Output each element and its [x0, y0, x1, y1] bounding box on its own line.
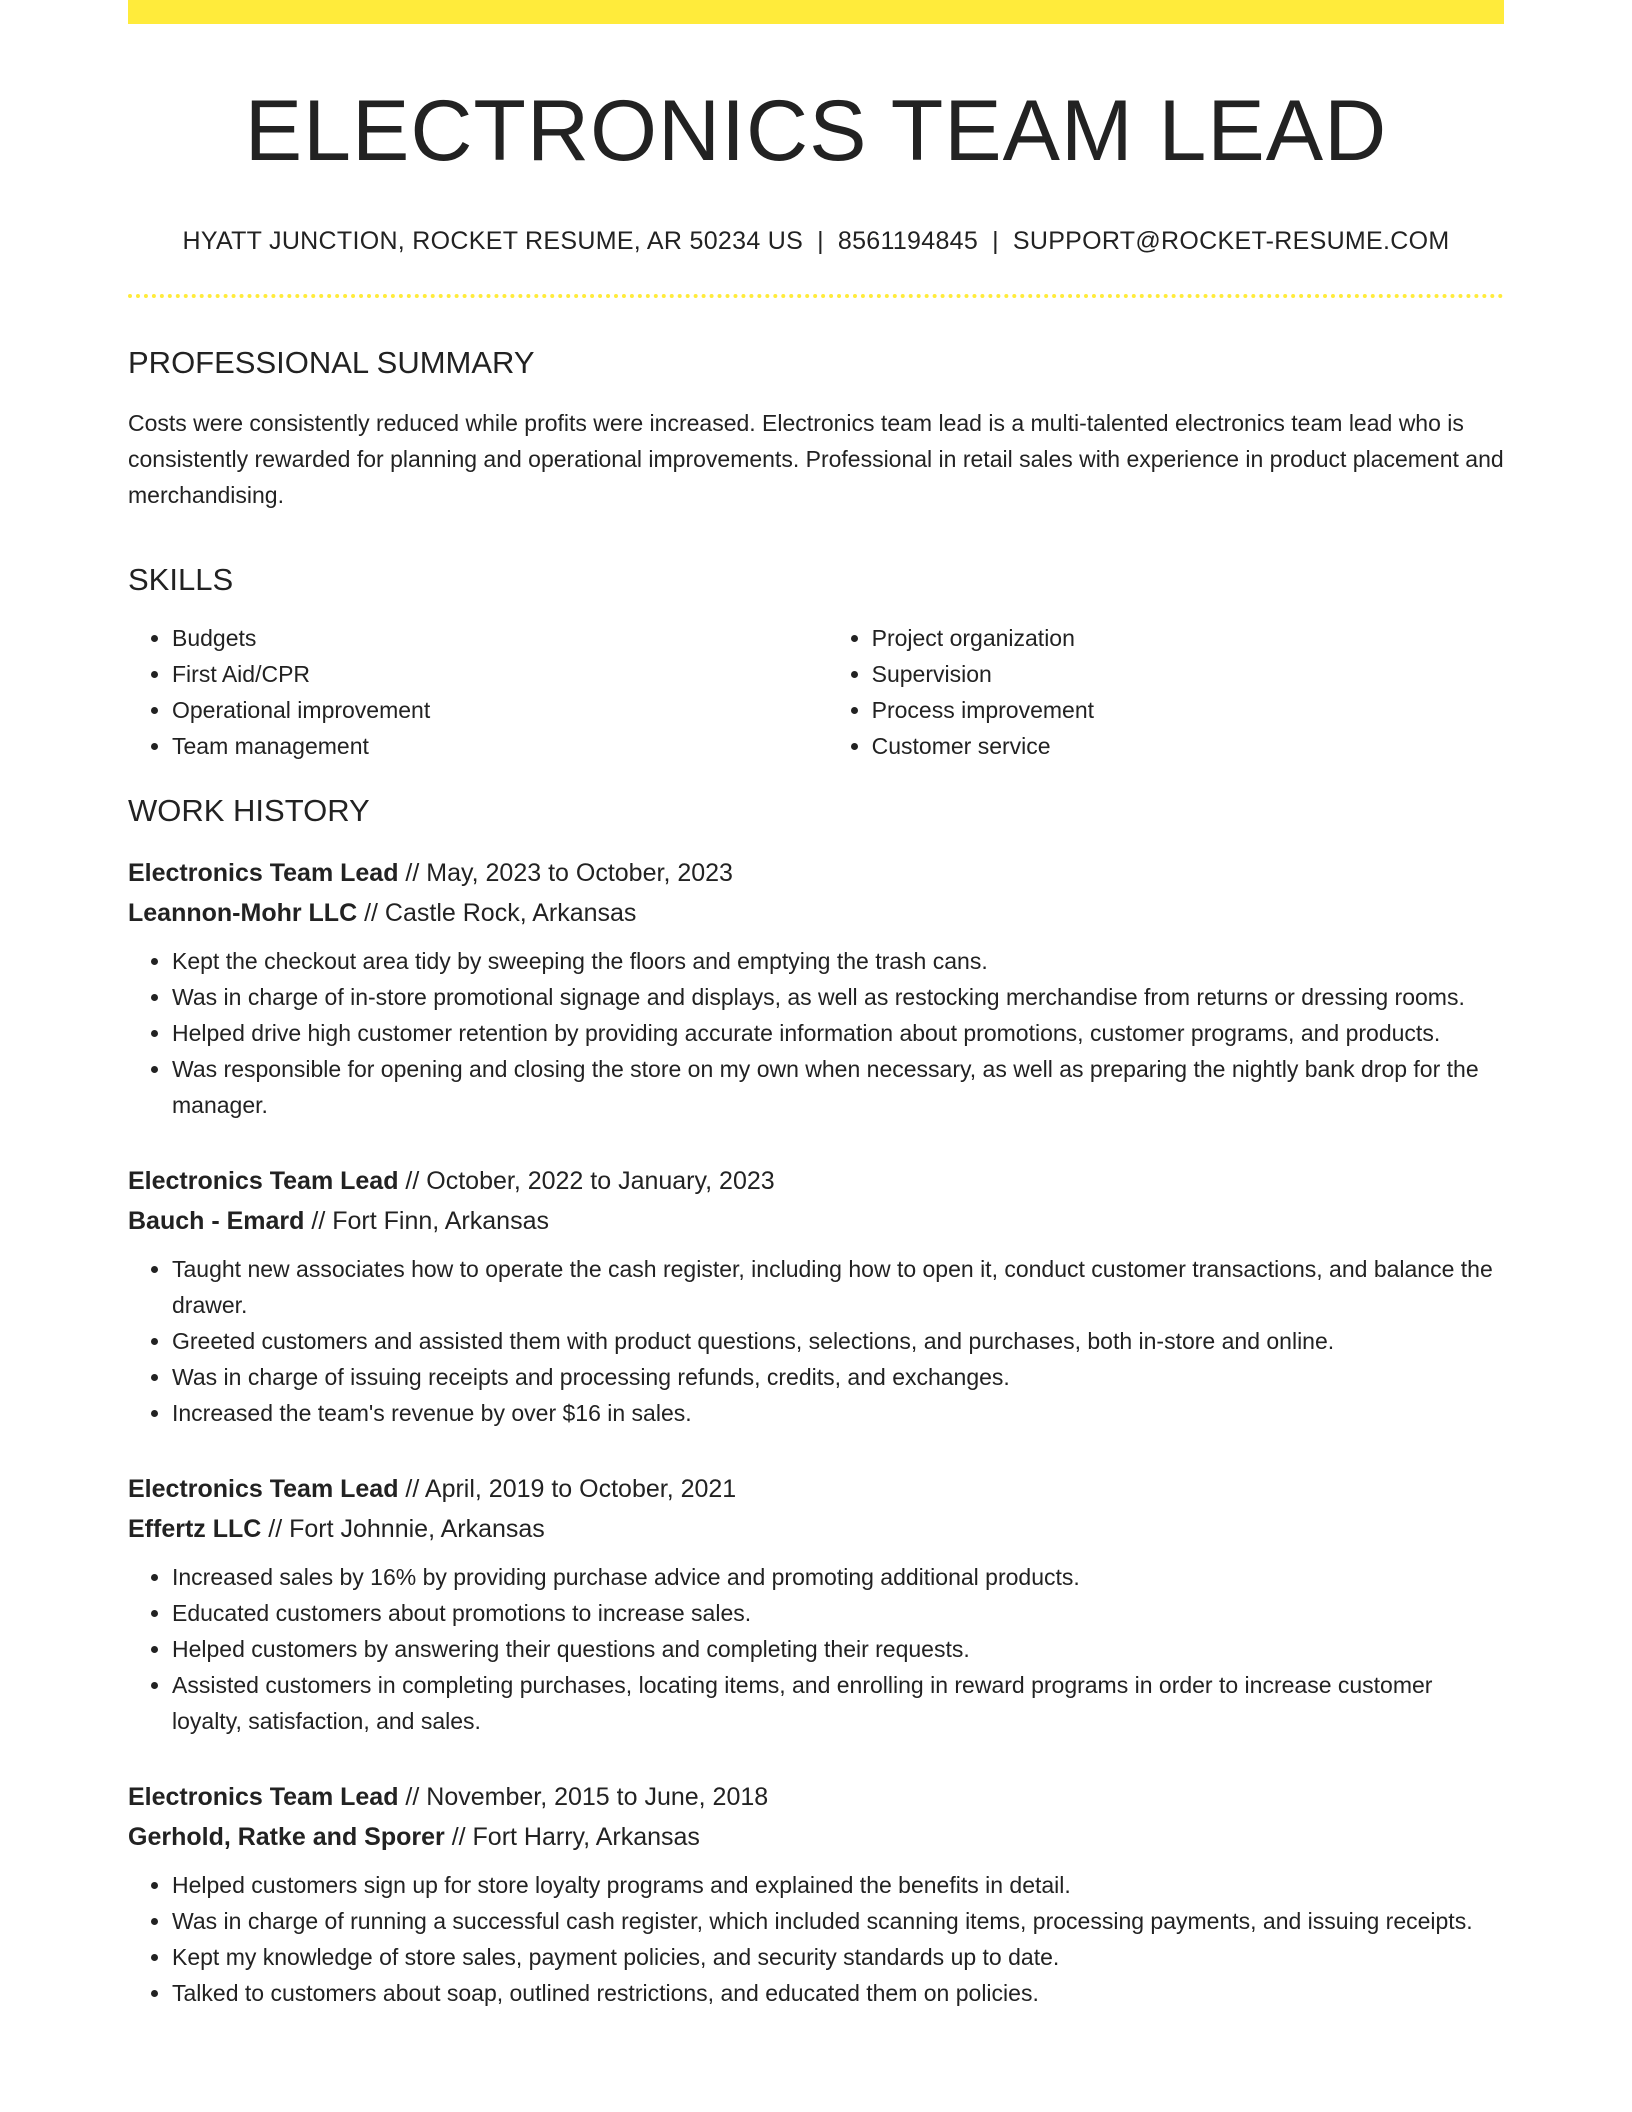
- job-bullet: • Helped customers sign up for store loyalty programs and explained the benefits in detail.: [172, 1867, 1504, 1903]
- job-bullet: • Was in charge of in-store promotional signage and displays, as well as restocking merchandise from returns or dressing rooms.: [172, 979, 1504, 1015]
- job-dates: // October, 2022 to January, 2023: [398, 1167, 775, 1196]
- job-company-line: [128, 893, 1504, 933]
- skill-item: • Team management: [172, 728, 828, 764]
- job-company: Leannon-Mohr LLC: [128, 899, 358, 928]
- job-location: // Castle Rock, Arkansas: [357, 899, 637, 928]
- skill-item: • First Aid/CPR: [172, 656, 828, 692]
- job-bullet: • Increased sales by 16% by providing purchase advice and promoting additional products.: [172, 1559, 1504, 1595]
- job-role-line: [128, 1161, 1504, 1201]
- job-company-line: [128, 1509, 1504, 1549]
- contact-email: SUPPORT@ROCKET-RESUME.COM: [1012, 226, 1450, 255]
- job-bullet: • Was in charge of issuing receipts and processing refunds, credits, and exchanges.: [172, 1359, 1504, 1395]
- job-entry: [128, 1777, 1504, 2011]
- job-role-line: [128, 1777, 1504, 1817]
- job-bullet: • Talked to customers about soap, outlined restrictions, and educated them on policies.: [172, 1975, 1504, 2011]
- job-bullet: • Kept the checkout area tidy by sweeping the floors and emptying the trash cans.: [172, 943, 1504, 979]
- skill-item: • Budgets: [172, 620, 828, 656]
- skills-column-left: [128, 620, 828, 764]
- job-location: // Fort Harry, Arkansas: [444, 1823, 700, 1852]
- job-company-line: [128, 1201, 1504, 1241]
- summary-heading: PROFESSIONAL SUMMARY: [128, 344, 535, 380]
- skill-item: • Operational improvement: [172, 692, 828, 728]
- job-bullets: [128, 943, 1504, 1123]
- job-role: Electronics Team Lead: [128, 859, 399, 888]
- job-bullet: • Assisted customers in completing purchases, locating items, and enrolling in reward programs in order to increase customer loyalty, satisfaction, and sales.: [172, 1667, 1504, 1739]
- skills-list: [128, 620, 1504, 764]
- job-role-line: [128, 1469, 1504, 1509]
- contact-address: HYATT JUNCTION, ROCKET RESUME, AR 50234 US: [182, 226, 804, 255]
- job-entry: [128, 853, 1504, 1123]
- job-bullet: • Helped drive high customer retention by providing accurate information about promotions, customer programs, and products.: [172, 1015, 1504, 1051]
- skill-item: • Project organization: [872, 620, 1504, 656]
- resume-title: ELECTRONICS TEAM LEAD: [244, 83, 1388, 179]
- dotted-divider: [128, 294, 1504, 298]
- job-role: Electronics Team Lead: [128, 1783, 399, 1812]
- job-location: // Fort Johnnie, Arkansas: [261, 1515, 545, 1544]
- job-dates: // May, 2023 to October, 2023: [398, 859, 733, 888]
- contact-separator: |: [992, 226, 999, 255]
- job-company-line: [128, 1817, 1504, 1857]
- skill-item: • Customer service: [872, 728, 1504, 764]
- job-entry: [128, 1161, 1504, 1431]
- job-role: Electronics Team Lead: [128, 1475, 399, 1504]
- job-bullet: • Was responsible for opening and closing the store on my own when necessary, as well as preparing the nightly bank drop for the manager.: [172, 1051, 1504, 1123]
- job-entry: [128, 1469, 1504, 1739]
- top-accent-bar: [128, 0, 1504, 24]
- skills-heading: SKILLS: [128, 561, 234, 597]
- job-bullet: • Was in charge of running a successful cash register, which included scanning items, processing payments, and issuing receipts.: [172, 1903, 1504, 1939]
- job-bullet: • Kept my knowledge of store sales, payment policies, and security standards up to date.: [172, 1939, 1504, 1975]
- job-bullets: [128, 1867, 1504, 2011]
- contact-separator: |: [817, 226, 824, 255]
- work-history-heading: WORK HISTORY: [128, 792, 370, 828]
- job-company: Gerhold, Ratke and Sporer: [128, 1823, 445, 1852]
- contact-phone: 8561194845: [837, 226, 979, 255]
- summary-text: Costs were consistently reduced while profits were increased. Electronics team lead is a multi-talented electronics team lead who is consistently rewarded for planning and operational improvements. Professional in retail sales with experience in product placement and merchandising.: [128, 409, 1504, 508]
- job-bullet: • Taught new associates how to operate the cash register, including how to open it, conduct customer transactions, and balance the drawer.: [172, 1251, 1504, 1323]
- job-role: Electronics Team Lead: [128, 1167, 399, 1196]
- job-company: Bauch - Emard: [128, 1207, 305, 1236]
- job-dates: // November, 2015 to June, 2018: [398, 1783, 769, 1812]
- job-bullet: • Helped customers by answering their questions and completing their requests.: [172, 1631, 1504, 1667]
- skill-item: • Supervision: [872, 656, 1504, 692]
- job-company: Effertz LLC: [128, 1515, 262, 1544]
- skill-item: • Process improvement: [872, 692, 1504, 728]
- job-location: // Fort Finn, Arkansas: [304, 1207, 549, 1236]
- job-role-line: [128, 853, 1504, 893]
- resume-page: [128, 0, 1504, 2011]
- job-bullet: • Educated customers about promotions to increase sales.: [172, 1595, 1504, 1631]
- job-bullet: • Greeted customers and assisted them with product questions, selections, and purchases, both in-store and online.: [172, 1323, 1504, 1359]
- job-bullets: [128, 1251, 1504, 1431]
- skills-column-right: [828, 620, 1504, 764]
- job-bullets: [128, 1559, 1504, 1739]
- job-bullet: • Increased the team's revenue by over $16 in sales.: [172, 1395, 1504, 1431]
- contact-line: [128, 227, 1504, 256]
- job-dates: // April, 2019 to October, 2021: [398, 1475, 737, 1504]
